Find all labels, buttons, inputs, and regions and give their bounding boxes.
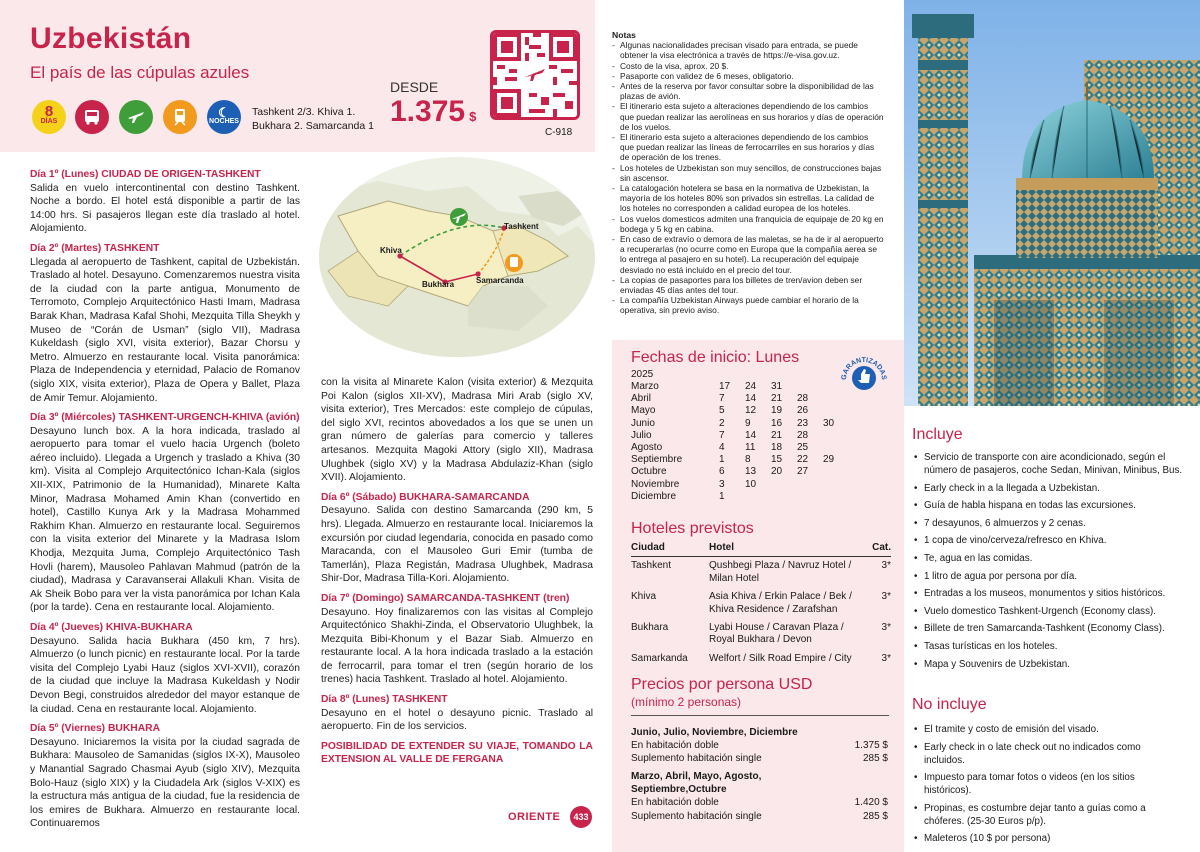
dates-month: Julio xyxy=(631,429,652,441)
qr-code[interactable] xyxy=(490,30,580,120)
dates-day: 23 xyxy=(797,417,809,429)
list-item: • Maleteros (10 $ por persona) xyxy=(914,832,1184,845)
moon-icon: ☾ xyxy=(218,105,230,120)
dates-row xyxy=(631,442,849,454)
extension-note: POSIBILIDAD DE EXTENDER SU VIAJE, TOMANDO LA EXTENSION AL VALLE DE FERGANA xyxy=(321,740,593,766)
day-text: Desayuno. Salida hacia Bukhara (450 km, 7 hrs). Almuerzo (o lunch picnic) en restaurante local. Por la tarde visita del Complejo Lyabi Hauz (siglos XVI-XVII), corazón de la ciudad que incluye la Madrasa Kukeldash y Nodir Devon Begi, construidos alrededor del mayor estanque de la ciudad. Cena en restaurante local. Alojamiento. xyxy=(30,635,300,715)
itinerary-column-2 xyxy=(321,376,593,773)
note-item: - Los vuelos domesticos admiten una franquicia de equipaje de 20 kg en bodega y 5 kg en cabina. xyxy=(612,214,884,234)
notes-section xyxy=(612,30,884,316)
dates-day: 14 xyxy=(745,429,757,441)
dates-day: 25 xyxy=(797,442,809,454)
list-item: • Tasas turísticas en los hoteles. xyxy=(914,640,1184,653)
dates-day xyxy=(823,405,849,417)
map-label-khiva: Khiva xyxy=(380,246,402,255)
note-item: - La compañía Uzbekistan Airways puede cambiar el horario de la operativa, sin previo aviso. xyxy=(612,295,884,315)
day-text: Salida en vuelo intercontinental con destino Tashkent. Noche a bordo. El hotel está disponible a partir de las 14:00 hrs. Si pasajeros llegan este día traslado al hotel. Alojamiento. xyxy=(30,182,300,235)
dates-month: Noviembre xyxy=(631,478,680,490)
price-value xyxy=(390,95,476,129)
dates-month: Mayo xyxy=(631,405,656,417)
nights-badge xyxy=(207,100,241,134)
dates-day: 4 xyxy=(719,442,725,454)
dates-day: 24 xyxy=(745,381,757,392)
list-item: • Guía de habla hispana en todas las excursiones. xyxy=(914,499,1184,512)
price-label: En habitación doble xyxy=(631,797,719,808)
dates-day: 10 xyxy=(745,478,757,490)
dates-month: Septiembre xyxy=(631,454,683,466)
dates-day: 22 xyxy=(797,454,809,466)
dates-table xyxy=(631,381,849,503)
hotel-category: 3* xyxy=(881,591,891,603)
dates-day: 19 xyxy=(771,405,783,417)
notes-title: Notas xyxy=(612,30,636,40)
dates-day: 29 xyxy=(823,454,835,466)
price-value: 1.420 $ xyxy=(854,797,888,808)
dates-day: 5 xyxy=(719,405,725,417)
day-heading: Día 8º (Lunes) TASHKENT xyxy=(321,694,448,706)
dates-day: 11 xyxy=(745,442,756,454)
price-label: Suplemento habitación single xyxy=(631,811,762,822)
dates-day: 26 xyxy=(797,405,809,417)
dates-day: 9 xyxy=(745,417,751,429)
list-item: • Servicio de transporte con aire acondicionado, según el número de pasajeros, coche Sedan, Minivan, Minibus, Bus. xyxy=(914,451,1184,477)
dates-day: 17 xyxy=(719,381,731,392)
day-heading: Día 7º (Domingo) SAMARCANDA-TASHKENT (tren) xyxy=(321,592,570,604)
dates-day: 30 xyxy=(823,417,835,429)
dates-day: 8 xyxy=(745,454,751,466)
price-label: En habitación doble xyxy=(631,740,719,751)
map-label-samarcanda: Samarcanda xyxy=(476,276,524,285)
nights-label: NOCHES xyxy=(209,118,239,125)
prices-subtitle: (mínimo 2 personas) xyxy=(631,695,742,709)
hotel-category: 3* xyxy=(881,652,891,664)
day-heading: Día 1º (Lunes) CIUDAD DE ORIGEN-TASHKENT xyxy=(30,169,261,180)
list-item: • Impuesto para tomar fotos o videos (en los sitios históricos). xyxy=(914,771,1184,797)
hotel-names: Lyabi House / Caravan Plaza / Royal Bukhara / Devon xyxy=(709,622,844,646)
list-item: • El tramite y costo de emisión del visado. xyxy=(914,723,1184,736)
price-value: 285 $ xyxy=(862,753,888,764)
hotel-city: Khiva xyxy=(631,591,657,603)
day-heading: Día 4º (Jueves) KHIVA-BUKHARA xyxy=(30,622,193,633)
dates-day: 16 xyxy=(771,417,783,429)
day-text: Desayuno. Hoy finalizaremos con las visitas al Complejo Arquitectónico Shakhi-Zinda, el Observatorio Ulughbek, la Mezquita Bibi-Khonum y el Bazar Siab. Almuerzo en restaurante local. A la hora indicada traslado a la estación de ferrocarril, para tomar el tren (según horario de los trenes) hacia Tashkent. Traslado al hotel. Alojamiento. xyxy=(321,606,593,686)
page-subtitle: El país de las cúpulas azules xyxy=(30,63,250,82)
hotel-row xyxy=(631,619,891,650)
note-item: - Antes de la reserva por favor consultar sobre la disponibilidad de las plazas de avión. xyxy=(612,81,884,101)
hotel-row xyxy=(631,650,891,668)
dates-day xyxy=(823,479,849,491)
day-heading: Día 5º (Viernes) BUKHARA xyxy=(30,723,161,735)
day-text: Desayuno. Iniciaremos la visita por la ciudad sagrada de Bukhara: Mausoleo de Samanidas (siglos IX-X), Mausoleo y Manantial Sagrado Chasmai Ayub (siglo XIV), Mezquita Bolo-Hauz (siglo XIX) y la Ciudadela Ark (siglos V-XIX) es la estructura más antigua de la ciudad, fue la residencia de los emires de Bukhara. Almuerzo en restaurante local. Continuaremos xyxy=(30,736,300,830)
dates-row xyxy=(631,466,849,478)
train-icon xyxy=(163,100,197,134)
dates-day xyxy=(823,442,849,454)
day-heading: Día 6º (Sábado) BUKHARA-SAMARCANDA xyxy=(321,491,530,503)
dates-day: 21 xyxy=(771,393,783,405)
dates-day xyxy=(823,491,849,503)
dates-day: 15 xyxy=(771,454,783,466)
list-item: • Vuelo domestico Tashkent-Urgench (Economy class). xyxy=(914,605,1184,618)
price-from-label: DESDE xyxy=(390,79,439,95)
list-item: • Mapa y Souvenirs de Uzbekistan. xyxy=(914,658,1184,671)
dates-day: 3 xyxy=(719,478,725,490)
days-label: DÍAS xyxy=(40,118,58,125)
hotel-category: 3* xyxy=(881,622,891,634)
stay-line: Tashkent 2/3. Khiva 1. xyxy=(252,106,356,118)
dates-day: 31 xyxy=(771,381,783,392)
dates-month: Octubre xyxy=(631,466,667,478)
price-season: Marzo, Abril, Mayo, Agosto, Septiembre,Octubre xyxy=(631,771,762,795)
dates-day: 1 xyxy=(719,490,725,502)
brand-label: ORIENTE xyxy=(508,811,561,823)
day-text-continued: con la visita al Minarete Kalon (visita exterior) & Mezquita Poi Kalon (siglos XII-XV), Madrasa Miri Arab (siglo XV, visita exterior), Tres Mercados: este complejo de cúpulas, del siglo XVI, recintos abovedados a los que se unen un gran número de galerías para comercio y talleres artesanos. Mezquita Magoki Attory (siglo XII), Madrasa Ulughbek (siglo XV) y la Madrasa Abdulaziz-Khan (siglo XVII). Alojamiento. xyxy=(321,377,593,484)
seal-text: GARANTIZADAS xyxy=(840,356,888,381)
dates-day xyxy=(797,381,823,393)
dates-day xyxy=(823,466,849,478)
dates-day xyxy=(823,393,849,405)
note-item: - La catalogación hotelera se basa en la normativa de Uzbekistan, la mayoría de los hoteles 80% son privados sin estrellas. La calidad de los hoteles no corresponden a calidad europea de los hoteles. xyxy=(612,183,884,214)
dates-month: Junio xyxy=(631,417,655,429)
dates-day: 18 xyxy=(771,442,783,454)
hotel-names: Qushbegi Plaza / Navruz Hotel / Milan Hotel xyxy=(709,560,852,584)
dates-row xyxy=(631,491,849,503)
dates-month: Marzo xyxy=(631,381,659,392)
dates-row xyxy=(631,405,849,417)
dates-day xyxy=(797,491,823,503)
dates-year: 2025 xyxy=(631,369,654,380)
hotel-names: Welfort / Silk Road Empire / City xyxy=(709,652,852,664)
hotel-row xyxy=(631,588,891,619)
list-item: • 1 copa de vino/cerveza/refresco en Khiva. xyxy=(914,534,1184,547)
price-value: 285 $ xyxy=(862,811,888,822)
registan-photo xyxy=(904,0,1200,406)
days-number: 8 xyxy=(44,103,54,120)
list-item: • Te, agua en las comidas. xyxy=(914,552,1184,565)
note-item: - En caso de extravío o demora de las maletas, se ha de ir al aeropuerto a recuperarlas (no ocurre como en Europa que la compañía aerea se lo entrega al pasajero en su hotel). La recuperación del equipaje desviado no está incluido en el precio del tour. xyxy=(612,234,884,275)
dates-title: Fechas de inicio: Lunes xyxy=(631,349,800,366)
dates-day: 21 xyxy=(771,429,783,441)
dates-day: 27 xyxy=(797,466,809,478)
note-item: - La copias de pasaportes para los billetes de tren/avion deben ser enviadas 45 días antes del tour. xyxy=(612,275,884,295)
stay-line: Bukhara 2. Samarcanda 1 xyxy=(252,120,374,132)
day-text: Desayuno lunch box. A la hora indicada, traslado al aeropuerto para tomar el vuelo hacia Urgench (boleto aéreo incluido). Llegada a Urgench y traslado a Khiva (30 km). Visita al Complejo Arquitectónico Ichan-Kala (siglos XII-XIX, Patrimonio de la Humanidad), Minarete Kalta Minor, Madrasa Mohamed Amin Khan (convertido en hotel), Castillo Kunya Ark y la Madrasa Mohammed Rakhim Khan. Almuerzo en restaurante local. Seguiremos con la visita exterior del Minarete y la Madrasa Islom Khodja, Mezquita Juma, Complejo Arquitectónico Tash Hovli (harem), Mausoleo Pahlavan Mahmud (patrón de la ciudad), Madrasa y Caravanserai Allakuli Khan. Visita de Ak Sheik Bobo para ver la vista panorámica por Ichan Kala (por la tarde). Cena en restaurante local. Alojamiento. xyxy=(30,425,300,614)
day-text: Desayuno en el hotel o desayuno picnic. Traslado al aeropuerto. Fin de los servicios. xyxy=(321,707,593,733)
list-item: • Early check in o late check out no indicados como incluidos. xyxy=(914,741,1184,767)
dates-row xyxy=(631,454,849,466)
excludes-title: No incluye xyxy=(912,696,987,713)
day-text: Llegada al aeropuerto de Tashkent, capital de Uzbekistán. Traslado al hotel. Desayuno. Comenzaremos nuestra visita de la ciudad con la parte antigua, Monumento de Terromoto, Complejo Arquitectónico Hasti Imam, Madrasa Barak Khan, Madrasa Kafal Shohi, Mezquita Tilla Sheykh y Museo de “Corán de Usman” (siglo VII), Madrasa Kukeldash (siglo XVI, visita exterior), Bazar Chorsu y Metro. Almuerzo en restaurante local. Visita panorámica: Plaza de Independencia y eternidad, Palacio de Romanov (siglo XIX, visita exterior), Plaza de Opera y Ballet, Plaza de Amir Temur. Alojamiento. xyxy=(30,256,300,404)
price-currency: $ xyxy=(469,109,477,124)
hotels-table xyxy=(631,542,891,668)
hotels-col-cat: Cat. xyxy=(867,542,891,557)
list-item: • Early check in a la llegada a Uzbekistan. xyxy=(914,482,1184,495)
price-amount: 1.375 xyxy=(390,95,466,128)
dates-month: Diciembre xyxy=(631,490,677,502)
hotel-category: 3* xyxy=(881,560,891,572)
dates-row xyxy=(631,393,849,405)
dates-day: 7 xyxy=(719,429,725,441)
hotel-row xyxy=(631,557,891,588)
page-title: Uzbekistán xyxy=(30,22,192,55)
hotel-city: Tashkent xyxy=(631,560,672,572)
note-item: - Pasaporte con validez de 6 meses, obligatorio. xyxy=(612,71,884,81)
prices-title: Precios por persona USD xyxy=(631,676,813,693)
dates-day xyxy=(797,479,823,491)
dates-row xyxy=(631,418,849,430)
dates-month: Agosto xyxy=(631,442,663,454)
dates-row xyxy=(631,479,849,491)
route-map xyxy=(318,156,596,358)
price-label: Suplemento habitación single xyxy=(631,753,762,764)
note-item: - Algunas nacionalidades precisan visado para entrada, se puede obtener la visa electrónica a través de https://e-visa.gov.uz. xyxy=(612,40,884,60)
dates-row xyxy=(631,381,849,393)
hotel-city: Bukhara xyxy=(631,622,669,634)
list-item: • Billete de tren Samarcanda-Tashkent (Economy Class). xyxy=(914,622,1184,635)
hotels-col-hotel: Hotel xyxy=(709,542,867,557)
dates-day: 7 xyxy=(719,393,725,405)
list-item: • 7 desayunos, 6 almuerzos y 2 cenas. xyxy=(914,517,1184,530)
dates-day: 6 xyxy=(719,466,725,478)
dates-day: 13 xyxy=(745,466,757,478)
dates-day: 2 xyxy=(719,417,725,429)
dates-day: 14 xyxy=(745,393,757,405)
dates-day: 28 xyxy=(797,429,809,441)
price-season: Junio, Julio, Noviembre, Diciembre xyxy=(631,727,798,738)
hotels-title: Hoteles previstos xyxy=(631,520,754,537)
tour-code: C-918 xyxy=(545,127,573,138)
plane-icon xyxy=(119,100,153,134)
dates-day xyxy=(771,491,797,503)
note-item: - Costo de la visa, aprox. 20 $. xyxy=(612,61,884,71)
page-number: 433 xyxy=(570,806,592,828)
dates-day xyxy=(745,491,771,503)
price-value: 1.375 $ xyxy=(854,740,888,751)
list-item: • 1 litro de agua por persona por día. xyxy=(914,570,1184,583)
day-text: Desayuno. Salida con destino Samarcanda (290 km, 5 hrs). Llegada. Almuerzo en restaurante local. Iniciaremos la excursión por ciudad legendaria, conocida en pasado como Maracanda, con el Mausoleo Guri Emir (tumba de Tamerlán), Plaza Registán, Madrasa Ulughbek, Madrasa Shir-Dor, Madrasa Tilla-Kori. Alojamiento. xyxy=(321,505,593,585)
days-badge xyxy=(32,100,66,134)
map-label-tashkent: Tashkent xyxy=(504,222,539,231)
bus-icon xyxy=(75,100,109,134)
dates-day: 20 xyxy=(771,466,783,478)
hotel-names: Asia Khiva / Erkin Palace / Bek / Khiva Residence / Zarafshan xyxy=(709,591,852,615)
itinerary-column-1 xyxy=(30,168,300,837)
dates-day: 1 xyxy=(719,454,725,466)
list-item: • Entradas a los museos, monumentos y sitios históricos. xyxy=(914,587,1184,600)
day-heading: Día 2º (Martes) TASHKENT xyxy=(30,242,160,254)
stay-summary xyxy=(252,105,374,133)
note-item: - El itinerario esta sujeto a alteraciones dependiendo de los cambios que puedan realizar las aerolíneas en sus horarios y días de operación de los vuelos. xyxy=(612,101,884,132)
map-label-bukhara: Bukhara xyxy=(422,280,455,289)
list-item: • Propinas, es costumbre dejar tanto a guías como a chóferes. (25-30 Euros p/p). xyxy=(914,802,1184,828)
hotels-col-city: Ciudad xyxy=(631,542,709,557)
note-item: - El itinerario esta sujeto a alteraciones dependiendo de los cambios que puedan realizar las líneas de ferrocarriles en sus horarios y días de operación de los trenes. xyxy=(612,132,884,163)
prices-divider xyxy=(631,715,889,716)
note-item: - Los hoteles de Uzbekistan son muy sencillos, de construcciones bajas sin ascensor. xyxy=(612,163,884,183)
excludes-list xyxy=(914,723,1184,850)
dates-day: 12 xyxy=(745,405,757,417)
dates-day xyxy=(771,479,797,491)
dates-day: 28 xyxy=(797,393,809,405)
dates-day xyxy=(823,381,849,393)
day-heading: Día 3º (Miércoles) TASHKENT-URGENCH-KHIVA (avión) xyxy=(30,412,300,424)
includes-list xyxy=(914,451,1184,675)
hotel-city: Samarkanda xyxy=(631,652,688,664)
dates-day xyxy=(823,430,849,442)
dates-row xyxy=(631,430,849,442)
includes-title: Incluye xyxy=(912,426,963,443)
dates-month: Abril xyxy=(631,393,652,405)
